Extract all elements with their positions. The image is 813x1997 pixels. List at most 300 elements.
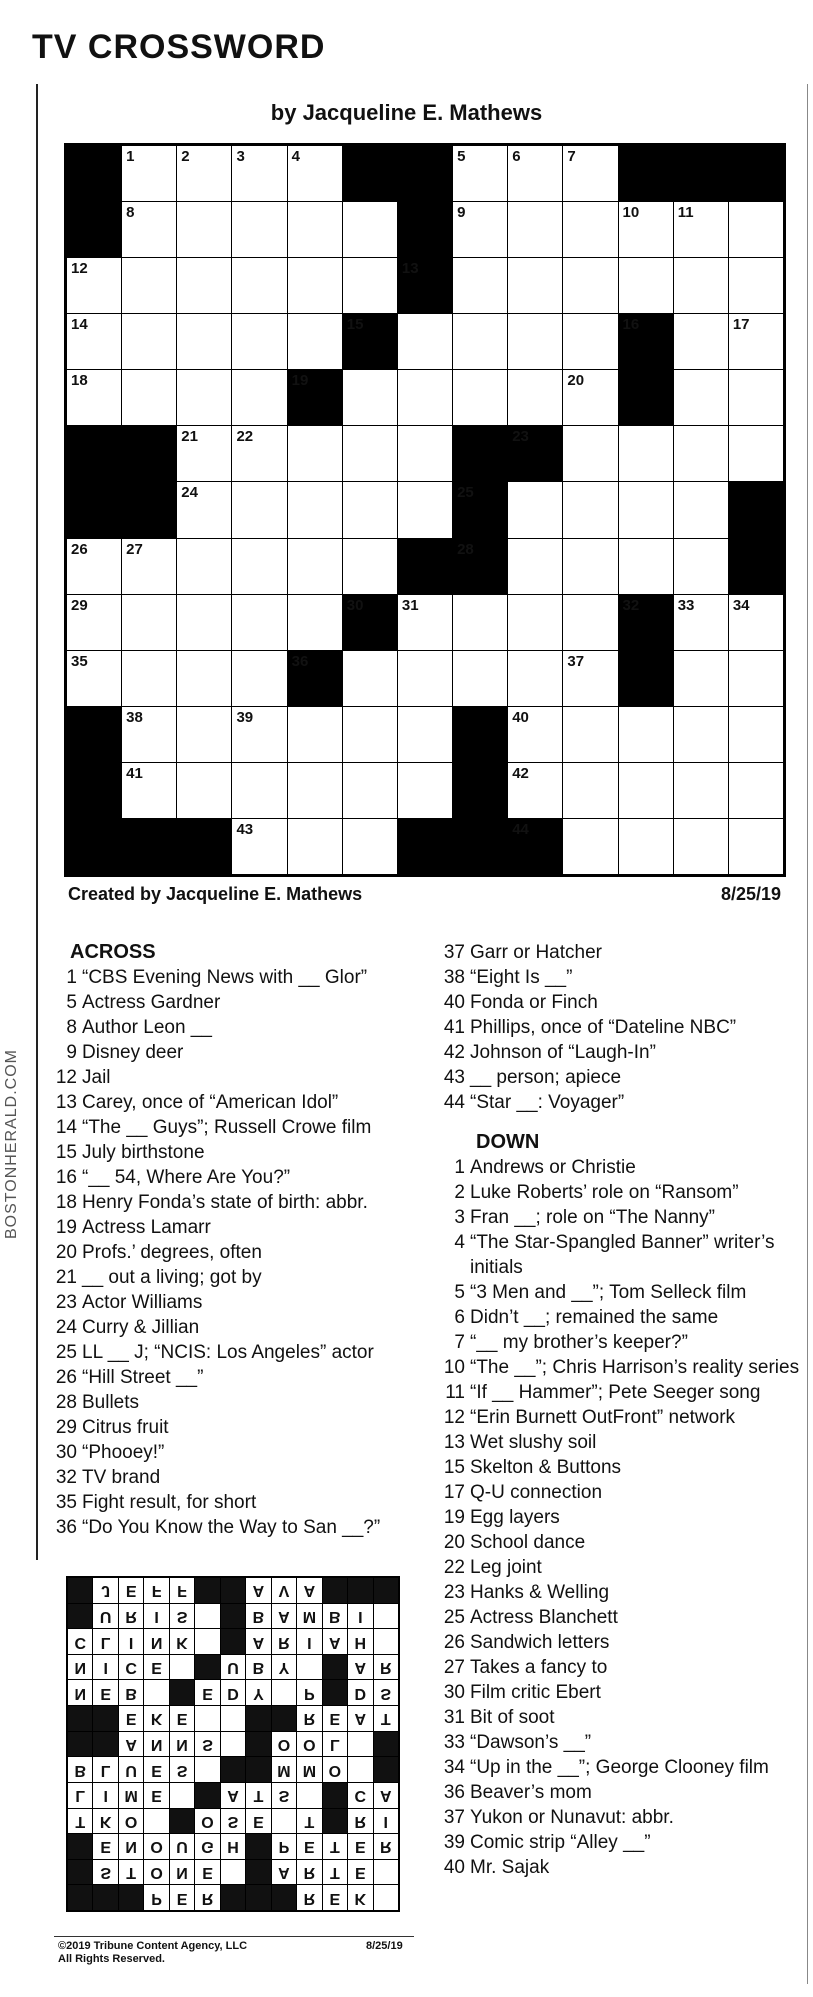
grid-cell[interactable] — [122, 258, 176, 313]
black-square — [619, 146, 673, 201]
grid-cell[interactable] — [288, 819, 342, 874]
grid-cell[interactable] — [122, 202, 176, 257]
across-clue — [52, 1290, 432, 1315]
black-square — [122, 819, 176, 874]
solution-letter: C — [125, 1659, 137, 1677]
solution-cell — [93, 1604, 117, 1629]
black-square — [398, 146, 452, 201]
grid-cell[interactable] — [619, 539, 673, 594]
down-clue — [440, 1155, 810, 1180]
grid-cell[interactable] — [343, 258, 397, 313]
copyright-line: All Rights Reserved. — [58, 1953, 165, 1965]
grid-cell[interactable] — [232, 763, 286, 818]
grid-cell[interactable] — [619, 819, 673, 874]
grid-cell[interactable] — [67, 370, 121, 425]
grid-cell[interactable] — [508, 707, 562, 762]
clue-text: “Erin Burnett OutFront” network — [470, 1407, 736, 1428]
grid-cell[interactable] — [177, 707, 231, 762]
clue-number: 3 — [236, 148, 245, 165]
page-title: TV CROSSWORD — [32, 28, 326, 66]
clue-number: 17 — [732, 316, 750, 334]
grid-cell[interactable] — [563, 595, 617, 650]
across-clue — [52, 1365, 432, 1390]
grid-cell[interactable] — [453, 595, 507, 650]
grid-cell[interactable] — [232, 314, 286, 369]
grid-cell[interactable] — [563, 370, 617, 425]
grid-cell[interactable] — [563, 426, 617, 481]
down-clue — [440, 1730, 810, 1755]
down-clue — [440, 1705, 810, 1730]
grid-cell[interactable] — [343, 539, 397, 594]
grid-cell[interactable] — [508, 539, 562, 594]
grid-cell[interactable] — [177, 426, 231, 481]
clue-number: 17 — [443, 1482, 465, 1503]
grid-cell[interactable] — [177, 539, 231, 594]
solution-black-square — [272, 1885, 296, 1910]
solution-letter: I — [103, 1787, 108, 1805]
clue-number: 9 — [66, 1042, 77, 1063]
grid-cell[interactable] — [729, 426, 783, 481]
black-square — [508, 819, 562, 874]
grid-cell[interactable] — [122, 595, 176, 650]
across-clue — [52, 1265, 432, 1290]
solution-cell — [93, 1834, 117, 1859]
grid-cell[interactable] — [398, 763, 452, 818]
down-clue — [440, 1305, 810, 1330]
clue-text: Fran __; role on “The Nanny” — [470, 1207, 716, 1228]
solution-cell — [272, 1757, 296, 1782]
solution-cell — [221, 1860, 245, 1885]
clue-text: “Star __: Voyager” — [470, 1092, 625, 1113]
clue-number: 1 — [454, 1157, 465, 1178]
solution-cell — [119, 1680, 143, 1705]
grid-cell[interactable] — [232, 482, 286, 537]
clue-text: Sandwich letters — [470, 1632, 610, 1653]
grid-cell[interactable] — [343, 426, 397, 481]
solution-cell — [221, 1732, 245, 1757]
solution-letter: O — [328, 1761, 342, 1779]
clue-number: 4 — [454, 1232, 465, 1253]
solution-letter: O — [277, 1735, 291, 1753]
grid-cell[interactable] — [674, 482, 728, 537]
clue-number: 30 — [443, 1682, 465, 1703]
grid-cell[interactable] — [232, 707, 286, 762]
grid-cell[interactable] — [67, 258, 121, 313]
across-clue — [440, 1015, 810, 1040]
grid-cell[interactable] — [122, 539, 176, 594]
solution-cell — [374, 1629, 398, 1654]
clue-number: 15 — [55, 1142, 77, 1163]
grid-cell[interactable] — [177, 595, 231, 650]
black-square — [619, 595, 673, 650]
grid-cell[interactable] — [177, 202, 231, 257]
solution-cell — [170, 1706, 194, 1731]
grid-cell[interactable] — [288, 258, 342, 313]
solution-cell — [170, 1578, 194, 1603]
grid-cell[interactable] — [122, 651, 176, 706]
solution-black-square — [119, 1885, 143, 1910]
grid-cell[interactable] — [453, 202, 507, 257]
grid-cell[interactable] — [729, 595, 783, 650]
black-square — [398, 819, 452, 874]
solution-cell — [119, 1629, 143, 1654]
solution-black-square — [93, 1706, 117, 1731]
grid-cell[interactable] — [729, 707, 783, 762]
grid-cell[interactable] — [453, 258, 507, 313]
solution-black-square — [221, 1885, 245, 1910]
grid-cell[interactable] — [619, 426, 673, 481]
clue-number: 39 — [443, 1832, 465, 1853]
grid-cell[interactable] — [232, 146, 286, 201]
grid-cell[interactable] — [288, 482, 342, 537]
solution-letter: A — [252, 1582, 265, 1600]
clue-number: 13 — [443, 1432, 465, 1453]
grid-cell[interactable] — [508, 482, 562, 537]
grid-cell[interactable] — [453, 651, 507, 706]
down-clue — [440, 1805, 810, 1830]
grid-cell[interactable] — [288, 426, 342, 481]
solution-letter: G — [201, 1838, 214, 1856]
solution-cell — [119, 1783, 143, 1808]
grid-cell[interactable] — [729, 651, 783, 706]
grid-cell[interactable] — [343, 482, 397, 537]
black-square — [343, 314, 397, 369]
down-clue — [440, 1505, 810, 1530]
grid-cell[interactable] — [232, 819, 286, 874]
grid-cell[interactable] — [232, 370, 286, 425]
grid-cell[interactable] — [563, 258, 617, 313]
solution-letter: R — [303, 1864, 316, 1882]
grid-cell[interactable] — [729, 202, 783, 257]
grid-cell[interactable] — [232, 651, 286, 706]
solution-letter: T — [329, 1864, 340, 1882]
grid-cell[interactable] — [398, 482, 452, 537]
solution-letter: N — [74, 1684, 86, 1702]
grid-cell[interactable] — [232, 539, 286, 594]
grid-cell[interactable] — [619, 763, 673, 818]
grid-cell[interactable] — [343, 202, 397, 257]
solution-black-square — [68, 1732, 92, 1757]
grid-cell[interactable] — [508, 258, 562, 313]
solution-cell — [119, 1860, 143, 1885]
down-clue — [440, 1830, 810, 1855]
solution-letter: T — [329, 1838, 340, 1856]
grid-cell[interactable] — [122, 370, 176, 425]
clue-text: Citrus fruit — [82, 1417, 169, 1438]
solution-black-square — [374, 1732, 398, 1757]
solution-cell — [272, 1629, 296, 1654]
clue-number: 9 — [457, 204, 466, 222]
down-clue — [440, 1680, 810, 1705]
grid-cell[interactable] — [619, 707, 673, 762]
clue-text: Carey, once of “American Idol” — [82, 1092, 339, 1113]
black-square — [398, 202, 452, 257]
solution-cell — [246, 1604, 270, 1629]
solution-letter: C — [74, 1633, 86, 1651]
grid-cell[interactable] — [453, 370, 507, 425]
grid-cell[interactable] — [563, 651, 617, 706]
solution-black-square — [323, 1783, 347, 1808]
solution-cell — [93, 1655, 117, 1680]
solution-letter: I — [128, 1633, 134, 1651]
clue-number: 13 — [401, 260, 419, 278]
solution-cell — [68, 1809, 92, 1834]
grid-cell[interactable] — [508, 314, 562, 369]
clue-number: 23 — [443, 1582, 465, 1603]
grid-cell[interactable] — [729, 314, 783, 369]
solution-cell — [119, 1757, 143, 1782]
clue-text: Takes a fancy to — [470, 1657, 608, 1678]
grid-cell[interactable] — [674, 819, 728, 874]
solution-letter: O — [124, 1812, 138, 1830]
solution-black-square — [374, 1578, 398, 1603]
grid-cell[interactable] — [508, 370, 562, 425]
clue-number: 38 — [443, 967, 465, 988]
solution-letter: U — [99, 1607, 112, 1625]
solution-letter: E — [304, 1838, 315, 1856]
grid-cell[interactable] — [563, 482, 617, 537]
grid-cell[interactable] — [563, 707, 617, 762]
down-clue — [440, 1555, 810, 1580]
solution-black-square — [246, 1834, 270, 1859]
grid-cell[interactable] — [729, 370, 783, 425]
grid-cell[interactable] — [177, 763, 231, 818]
clue-number: 28 — [55, 1392, 77, 1413]
solution-letter: T — [253, 1787, 264, 1805]
grid-cell[interactable] — [398, 426, 452, 481]
solution-cell — [272, 1860, 296, 1885]
solution-cell — [144, 1655, 168, 1680]
clue-number: 12 — [55, 1067, 77, 1088]
solution-letter: T — [75, 1812, 86, 1830]
grid-cell[interactable] — [122, 707, 176, 762]
grid-cell[interactable] — [508, 202, 562, 257]
grid-cell[interactable] — [122, 314, 176, 369]
clue-text: Phillips, once of “Dateline NBC” — [470, 1017, 737, 1038]
grid-cell[interactable] — [343, 651, 397, 706]
grid-cell[interactable] — [674, 707, 728, 762]
grid-cell[interactable] — [674, 651, 728, 706]
grid-cell[interactable] — [288, 763, 342, 818]
solution-letter: F — [177, 1582, 187, 1600]
grid-cell[interactable] — [398, 370, 452, 425]
black-square — [453, 763, 507, 818]
solution-cell — [195, 1757, 219, 1782]
grid-cell[interactable] — [122, 146, 176, 201]
clue-number: 24 — [181, 484, 198, 502]
grid-cell[interactable] — [288, 539, 342, 594]
solution-letter: I — [154, 1607, 159, 1625]
grid-cell[interactable] — [67, 314, 121, 369]
solution-letter: M — [302, 1761, 317, 1779]
grid-cell[interactable] — [674, 595, 728, 650]
black-square — [729, 146, 783, 201]
solution-cell — [170, 1860, 194, 1885]
solution-letter: T — [380, 1710, 391, 1728]
solution-letter: A — [354, 1710, 367, 1728]
grid-cell[interactable] — [398, 314, 452, 369]
grid-cell[interactable] — [232, 426, 286, 481]
clue-number: 7 — [454, 1332, 465, 1353]
grid-cell[interactable] — [508, 651, 562, 706]
grid-cell[interactable] — [177, 146, 231, 201]
grid-cell[interactable] — [674, 202, 728, 257]
solution-cell — [272, 1604, 296, 1629]
solution-black-square — [323, 1680, 347, 1705]
grid-cell[interactable] — [288, 707, 342, 762]
grid-cell[interactable] — [177, 258, 231, 313]
clue-number: 23 — [512, 428, 529, 446]
solution-letter: E — [354, 1864, 366, 1882]
grid-cell[interactable] — [619, 482, 673, 537]
grid-cell[interactable] — [729, 763, 783, 818]
solution-cell — [68, 1680, 92, 1705]
down-clue — [440, 1205, 810, 1230]
grid-cell[interactable] — [232, 202, 286, 257]
clue-number: 15 — [443, 1457, 465, 1478]
grid-cell[interactable] — [177, 314, 231, 369]
grid-cell[interactable] — [508, 146, 562, 201]
clue-number: 28 — [457, 540, 474, 558]
clue-text: Hanks & Welling — [470, 1582, 610, 1603]
grid-cell[interactable] — [563, 314, 617, 369]
grid-cell[interactable] — [563, 146, 617, 201]
solution-letter: I — [103, 1659, 108, 1677]
grid-cell[interactable] — [453, 146, 507, 201]
clue-number: 11 — [445, 1382, 465, 1403]
clue-number: 20 — [567, 372, 585, 390]
grid-cell[interactable] — [343, 819, 397, 874]
solution-cell — [374, 1783, 398, 1808]
solution-cell — [119, 1604, 143, 1629]
clue-number: 8 — [66, 1017, 77, 1038]
grid-cell[interactable] — [343, 707, 397, 762]
solution-cell — [323, 1885, 347, 1910]
grid-cell[interactable] — [508, 763, 562, 818]
black-square — [67, 426, 121, 481]
solution-cell — [170, 1629, 194, 1654]
solution-cell — [323, 1629, 347, 1654]
clue-text: TV brand — [82, 1467, 161, 1488]
grid-cell[interactable] — [563, 763, 617, 818]
solution-cell — [195, 1809, 219, 1834]
grid-cell[interactable] — [674, 314, 728, 369]
clue-text: Fonda or Finch — [470, 992, 598, 1013]
solution-cell — [297, 1655, 321, 1680]
clue-number: 41 — [126, 764, 143, 782]
solution-letter: U — [176, 1838, 188, 1856]
clue-text: Luke Roberts’ role on “Ransom” — [470, 1182, 739, 1203]
grid-cell[interactable] — [563, 819, 617, 874]
solution-black-square — [323, 1655, 347, 1680]
grid-cell[interactable] — [453, 314, 507, 369]
solution-cell — [144, 1732, 168, 1757]
solution-cell — [93, 1783, 117, 1808]
solution-black-square — [323, 1578, 347, 1603]
clue-number: 6 — [454, 1307, 465, 1328]
grid-cell[interactable] — [674, 539, 728, 594]
solution-letter: A — [278, 1607, 290, 1625]
grid-cell[interactable] — [674, 258, 728, 313]
down-clue — [440, 1655, 810, 1680]
across-clue — [52, 1015, 432, 1040]
solution-letter: J — [101, 1582, 111, 1600]
grid-cell[interactable] — [288, 595, 342, 650]
solution-letter: N — [150, 1735, 163, 1753]
solution-cell — [93, 1757, 117, 1782]
clue-text: July birthstone — [82, 1142, 205, 1163]
clue-text: Jail — [82, 1067, 111, 1088]
clue-text: “CBS Evening News with __ Glor” — [82, 967, 368, 988]
grid-cell[interactable] — [674, 763, 728, 818]
grid-cell[interactable] — [232, 595, 286, 650]
grid-cell[interactable] — [508, 595, 562, 650]
across-clue — [52, 1390, 432, 1415]
grid-cell[interactable] — [619, 202, 673, 257]
solution-black-square — [68, 1706, 92, 1731]
black-square — [343, 146, 397, 201]
solution-black-square — [68, 1604, 92, 1629]
clue-number: 37 — [567, 652, 585, 670]
solution-cell — [272, 1732, 296, 1757]
grid-cell[interactable] — [563, 202, 617, 257]
across-clue — [440, 1065, 810, 1090]
grid-cell[interactable] — [122, 763, 176, 818]
grid-cell[interactable] — [619, 258, 673, 313]
grid-cell[interactable] — [232, 258, 286, 313]
solution-letter: T — [304, 1812, 315, 1830]
grid-cell[interactable] — [729, 819, 783, 874]
grid-cell[interactable] — [729, 258, 783, 313]
grid-cell[interactable] — [563, 539, 617, 594]
grid-cell[interactable] — [674, 426, 728, 481]
solution-letter: O — [201, 1812, 214, 1830]
grid-cell[interactable] — [177, 482, 231, 537]
grid-cell[interactable] — [398, 595, 452, 650]
grid-cell[interactable] — [67, 651, 121, 706]
grid-cell[interactable] — [288, 314, 342, 369]
solution-letter: N — [176, 1864, 188, 1882]
grid-cell[interactable] — [343, 370, 397, 425]
grid-cell[interactable] — [674, 370, 728, 425]
solution-letter: L — [100, 1633, 111, 1651]
grid-cell[interactable] — [398, 651, 452, 706]
black-square — [453, 707, 507, 762]
grid-cell[interactable] — [67, 539, 121, 594]
grid-cell[interactable] — [177, 370, 231, 425]
across-clue — [52, 965, 432, 990]
grid-cell[interactable] — [288, 202, 342, 257]
solution-cell — [348, 1680, 372, 1705]
across-clue — [52, 990, 432, 1015]
clue-number: 36 — [443, 1782, 465, 1803]
grid-cell[interactable] — [67, 595, 121, 650]
down-clue — [440, 1605, 810, 1630]
solution-cell — [221, 1706, 245, 1731]
black-square — [674, 146, 728, 201]
clue-text: Yukon or Nunavut: abbr. — [470, 1807, 674, 1828]
grid-cell[interactable] — [177, 651, 231, 706]
black-square — [453, 426, 507, 481]
grid-cell[interactable] — [398, 707, 452, 762]
grid-cell[interactable] — [343, 763, 397, 818]
grid-cell[interactable] — [288, 146, 342, 201]
solution-cell — [170, 1834, 194, 1859]
solution-letter: R — [354, 1812, 367, 1830]
solution-black-square — [323, 1809, 347, 1834]
clue-text: Actor Williams — [82, 1292, 203, 1313]
clue-number: 4 — [291, 148, 300, 165]
